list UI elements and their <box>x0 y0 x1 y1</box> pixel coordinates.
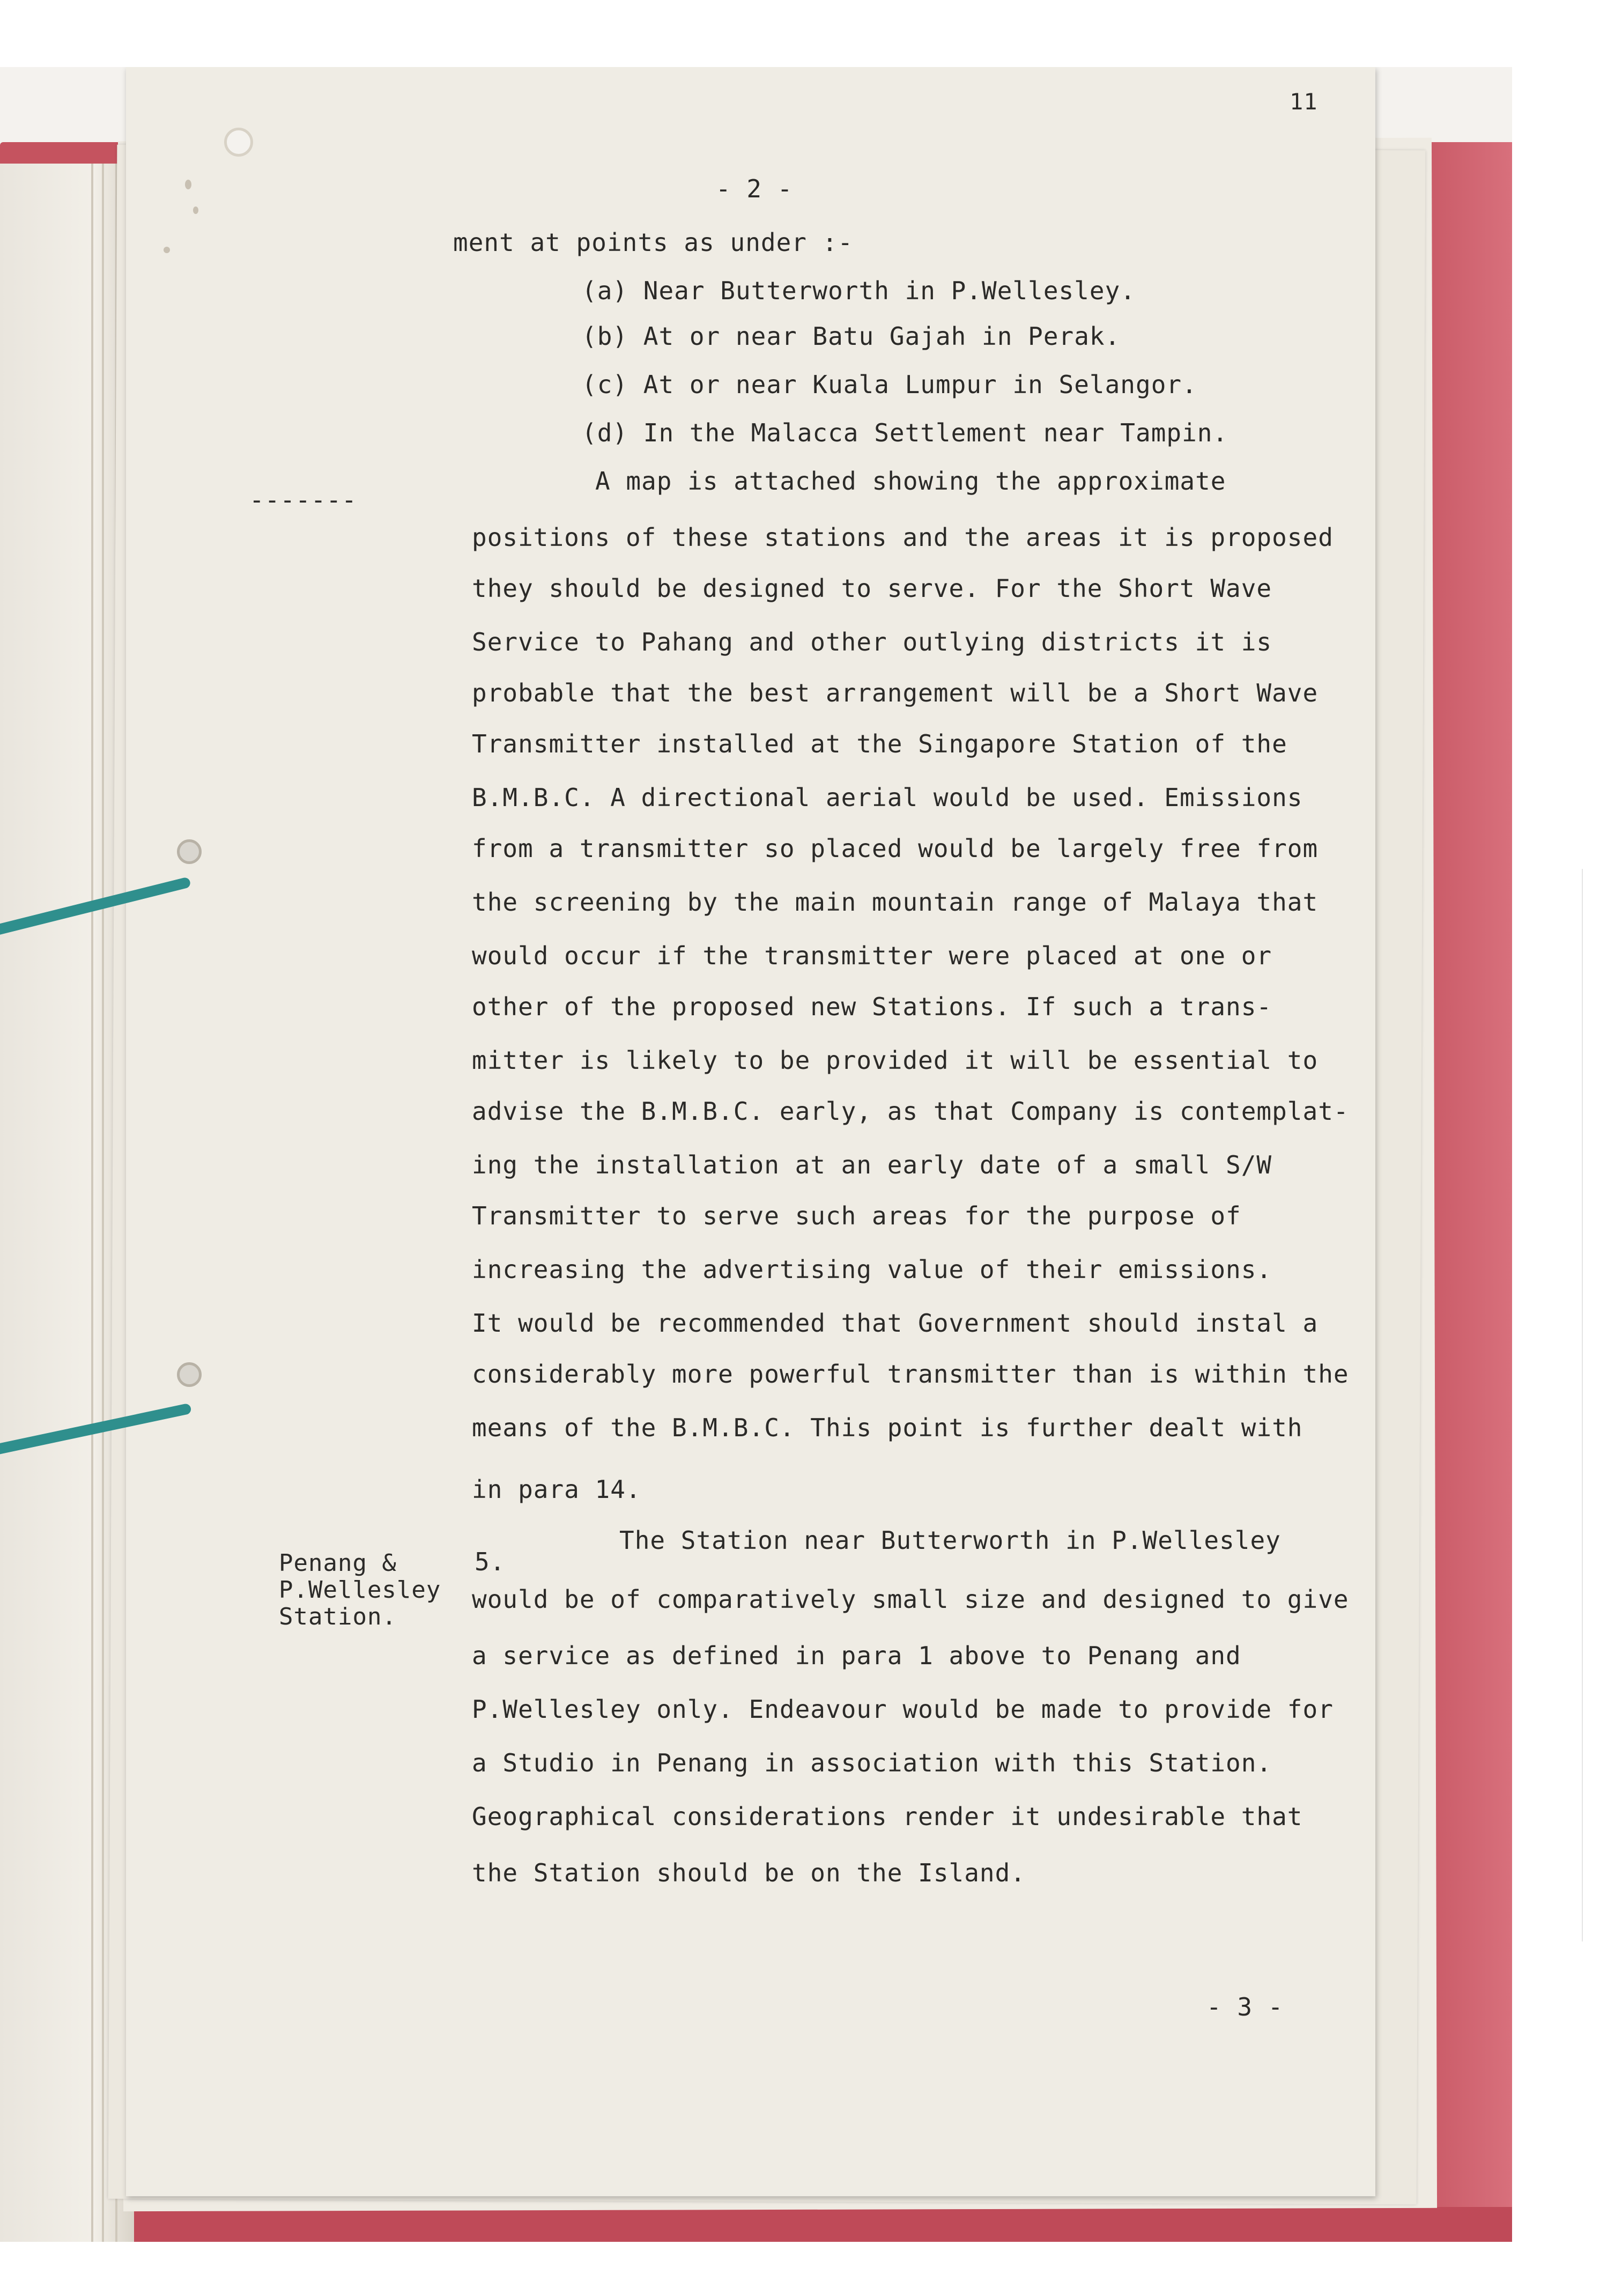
eyelet <box>177 839 202 864</box>
section-line: the Station should be on the Island. <box>472 1858 1026 1887</box>
paragraph-line: probable that the best arrangement will be a Short Wave <box>472 678 1319 707</box>
eyelet <box>177 1362 202 1387</box>
paragraph-line: Transmitter installed at the Singapore Station of the <box>472 729 1287 758</box>
continuation-dash: ------- <box>249 485 357 514</box>
adjacent-card <box>1582 869 1622 1941</box>
margin-note-line: Penang & <box>279 1549 397 1577</box>
paragraph-line: in para 14. <box>472 1475 641 1504</box>
point-item: (b) At or near Batu Gajah in Perak. <box>582 322 1121 351</box>
section-line: P.Wellesley only. Endeavour would be made to provide for <box>472 1695 1334 1724</box>
paragraph-line: A map is attached showing the approximate <box>595 467 1226 496</box>
point-item: (c) At or near Kuala Lumpur in Selangor. <box>582 370 1197 399</box>
paragraph-line: mitter is likely to be provided it will be essential to <box>472 1046 1319 1075</box>
point-item: (a) Near Butterworth in P.Wellesley. <box>582 276 1136 305</box>
section-line: would be of comparatively small size and designed to give <box>472 1585 1349 1614</box>
paragraph-line: positions of these stations and the areas it is proposed <box>472 523 1334 552</box>
page-number-top: - 2 - <box>716 174 793 203</box>
page-number-bottom: - 3 - <box>1206 1992 1284 2021</box>
paragraph-line: increasing the advertising value of their emissions. <box>472 1255 1272 1284</box>
section-line: The Station near Butterworth in P.Wellesley <box>619 1526 1281 1555</box>
margin-note-line: Station. <box>279 1603 397 1630</box>
paragraph-line: advise the B.M.B.C. early, as that Company is contemplat- <box>472 1097 1349 1126</box>
paragraph-line: would occur if the transmitter were placed at one or <box>472 941 1272 970</box>
section-line: a service as defined in para 1 above to Penang and <box>472 1641 1241 1670</box>
paragraph-line: ing the installation at an early date of a small S/W <box>472 1150 1272 1179</box>
paragraph-line: considerably more powerful transmitter than is within the <box>472 1360 1349 1389</box>
margin-note-line: P.Wellesley <box>279 1576 441 1604</box>
intro-line: ment at points as under :- <box>453 228 854 257</box>
section-line: a Studio in Penang in association with this Station. <box>472 1748 1272 1777</box>
point-item: (d) In the Malacca Settlement near Tampin. <box>582 418 1228 447</box>
paragraph-line: they should be designed to serve. For the Short Wave <box>472 574 1272 603</box>
paragraph-line: It would be recommended that Government should instal a <box>472 1309 1319 1338</box>
paragraph-line: other of the proposed new Stations. If such a trans- <box>472 992 1272 1021</box>
section-number: 5. <box>475 1547 506 1576</box>
paragraph-line: from a transmitter so placed would be largely free from <box>472 834 1319 863</box>
paragraph-line: Transmitter to serve such areas for the purpose of <box>472 1201 1241 1230</box>
paragraph-line: the screening by the main mountain range of Malaya that <box>472 888 1319 917</box>
paragraph-line: Service to Pahang and other outlying districts it is <box>472 627 1272 656</box>
page-mark: 11 <box>1290 88 1318 115</box>
red-folder-bottom <box>0 2207 1512 2242</box>
section-line: Geographical considerations render it undesirable that <box>472 1802 1303 1831</box>
paragraph-line: B.M.B.C. A directional aerial would be used. Emissions <box>472 783 1303 812</box>
punch-hole <box>224 128 253 157</box>
paragraph-line: means of the B.M.B.C. This point is further dealt with <box>472 1413 1303 1442</box>
